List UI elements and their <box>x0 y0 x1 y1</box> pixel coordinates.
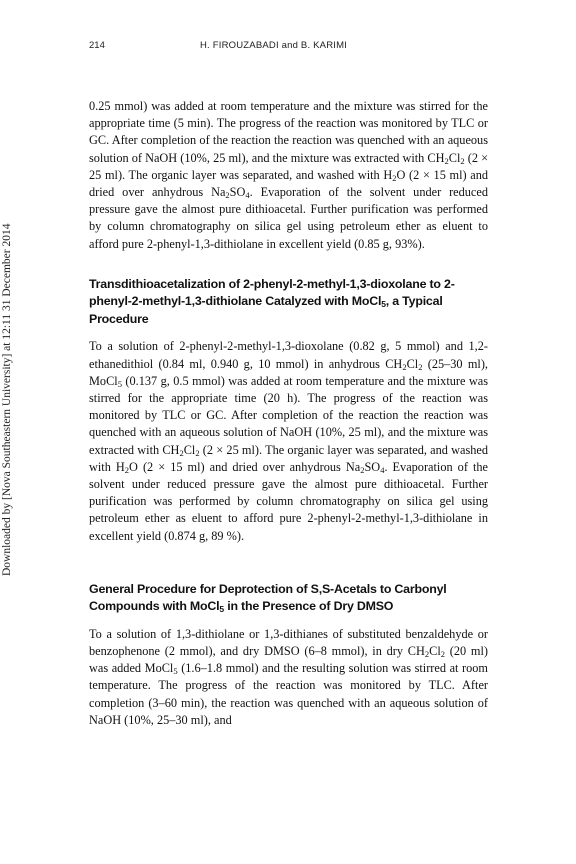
download-notice: Downloaded by [Nova Southeastern University] at 12:11 31 December 2014 <box>1 223 13 577</box>
paragraph-workup: 0.25 mmol) was added at room temperature and the mixture was stirred for the appropriate time (5 min). The progress of the reaction was monitored by TLC or GC. After completion of the reaction the reaction was quenched with an aqueous solution of NaOH (10%, 25 ml), and the mixture was extracted with $CH_2Cl_2$ (2 × 25 ml). The organic layer was separated, and washed with $H_2O$ (2 × 15 ml) and dried over anhydrous $Na_2SO_4$. Evaporation of the solvent under reduced pressure gave the almost pure dithioacetal. Further purification was performed by column chromatography on silica gel using petroleum ether as eluent to afford pure 2-phenyl-1,3-dithiolane in excellent yield (0.85 g, 93%). <box>89 99 489 251</box>
page-number: 214 <box>89 40 105 51</box>
paragraph-deprotection: To a solution of 1,3-dithiolane or 1,3-dithianes of substituted benzaldehyde or benzophenone (2 mmol), and dry DMSO (6–8 mmol), in dry $CH_2Cl_2$ (20 ml) was added MoCl$_5$ (1.6–1.8 mmol) and the resulting solution was stirred at room temperature. The progress of the reaction was monitored by TLC. After completion (3–60 min), the reaction was quenched with an aqueous solution of NaOH (10%, 25–30 ml), and <box>89 626 489 727</box>
section-heading-deprotection: General Procedure for Deprotection of S,S-Acetals to Carbonyl Compounds with MoCl$_5$ in the Presence of Dry DMSO <box>89 581 447 615</box>
paragraph-transdithioacetalization: To a solution of 2-phenyl-2-methyl-1,3-dioxolane (0.82 g, 5 mmol) and 1,2-ethanedithiol (0.84 ml, 0.940 g, 10 mmol) in anhydrous $CH_2Cl_2$ (25–30 ml), MoCl$_5$ (0.137 g, 0.5 mmol) was added at room temperature and the mixture was stirred for the appropriate time (20 h). The progress of the reaction was monitored by TLC or GC. After completion of the reaction the reaction was quenched with an aqueous solution of NaOH (10%, 25 ml), and the mixture was extracted with $CH_2Cl_2$ (2 × 25 ml). The organic layer was separated, and washed with $H_2O$ (2 × 15 ml) and dried over anhydrous $Na_2SO_4$. Evaporation of the solvent under reduced pressure gave the almost pure dithioacetal. Further purification was performed by column chromatography on silica gel using petroleum ether as eluent to afford pure 2-phenyl-2-methyl-1,3-dithiolane in excellent yield (0.874 g, 89 %). <box>89 339 488 543</box>
page-body <box>89 98 488 729</box>
section-heading-transdithioacetalization: Transdithioacetalization of 2-phenyl-2-methyl-1,3-dioxolane to 2-phenyl-2-methyl-1,3-dithiolane Catalyzed with MoCl$_5$, a Typical Procedure <box>89 276 455 326</box>
running-head-authors: H. FIROUZABADI and B. KARIMI <box>200 40 348 51</box>
